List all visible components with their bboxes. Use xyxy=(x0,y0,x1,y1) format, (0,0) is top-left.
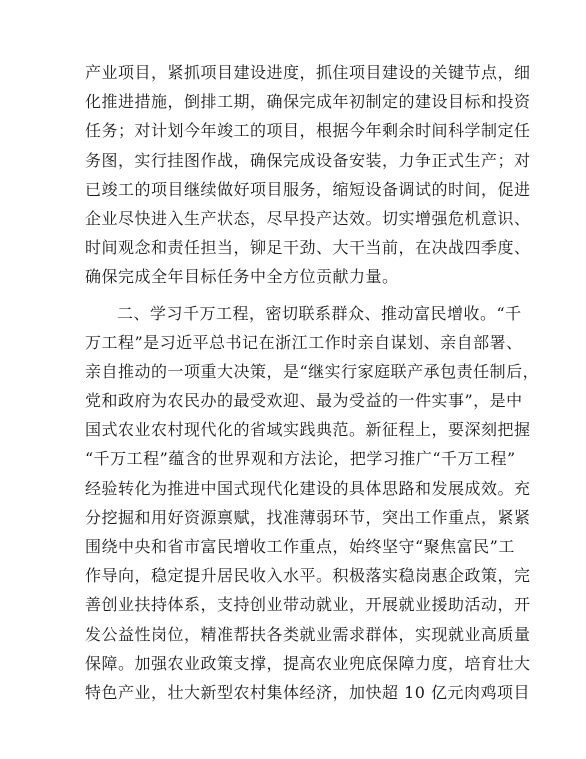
text-line: “千万工程”蕴含的世界观和方法论，把学习推广“千万工程” xyxy=(85,449,516,469)
text-line: 分挖掘和用好资源禀赋，找准薄弱环节，突出工作重点，紧紧 xyxy=(85,507,531,527)
text-line: 确保完成全年目标任务中全方位贡献力量。 xyxy=(85,267,399,287)
text-line: 经验转化为推进中国式现代化建设的具体思路和发展成效。充 xyxy=(85,478,531,498)
document-body xyxy=(85,58,540,707)
text-line: 保障。加强农业政策支撑，提高农业兜底保障力度，培育壮大 xyxy=(85,653,531,673)
text-line: 国式农业农村现代化的省域实践典范。新征程上，要深刻把握 xyxy=(85,420,531,440)
paragraph-2 xyxy=(85,299,540,708)
text-line-indented: 二、学习千万工程，密切联系群众、推动富民增收。“千 xyxy=(117,303,522,323)
text-line: 发公益性岗位，精准帮扶各类就业需求群体，实现就业高质量 xyxy=(85,624,531,644)
text-line: 时间观念和责任担当，铆足干劲、大干当前，在决战四季度、 xyxy=(85,238,531,258)
text-line: 任务；对计划今年竣工的项目，根据今年剩余时间科学制定任 xyxy=(85,121,531,141)
text-line: 万工程”是习近平总书记在浙江工作时亲自谋划、亲自部署、 xyxy=(85,332,523,352)
text-line: 党和政府为农民办的最受欢迎、最为受益的一件实事”，是中 xyxy=(85,391,523,411)
text-line: 务图，实行挂图作战，确保完成设备安装，力争正式生产；对 xyxy=(85,150,531,170)
paragraph-1 xyxy=(85,58,531,292)
text-line: 作导向，稳定提升居民收入水平。积极落实稳岗惠企政策，完 xyxy=(85,566,531,586)
text-line: 企业尽快进入生产状态，尽早投产达效。切实增强危机意识、 xyxy=(85,208,531,228)
text-line: 围绕中央和省市富民增收工作重点，始终坚守“聚焦富民”工 xyxy=(85,537,515,556)
text-line: 亲自推动的一项重大决策，是“继实行家庭联产承包责任制后， xyxy=(85,361,540,381)
text-line: 化推进措施，倒排工期，确保完成年初制定的建设目标和投资 xyxy=(85,92,531,112)
text-line: 产业项目，紧抓项目建设进度，抓住项目建设的关键节点，细 xyxy=(85,63,531,82)
text-line: 善创业扶持体系，支持创业带动就业，开展就业援助活动，开 xyxy=(85,595,531,615)
text-line: 已竣工的项目继续做好项目服务，缩短设备调试的时间，促进 xyxy=(85,179,531,199)
paragraph-spacer xyxy=(85,292,509,299)
text-line: 特色产业，壮大新型农村集体经济，加快超 10 亿元肉鸡项目 xyxy=(85,682,531,702)
